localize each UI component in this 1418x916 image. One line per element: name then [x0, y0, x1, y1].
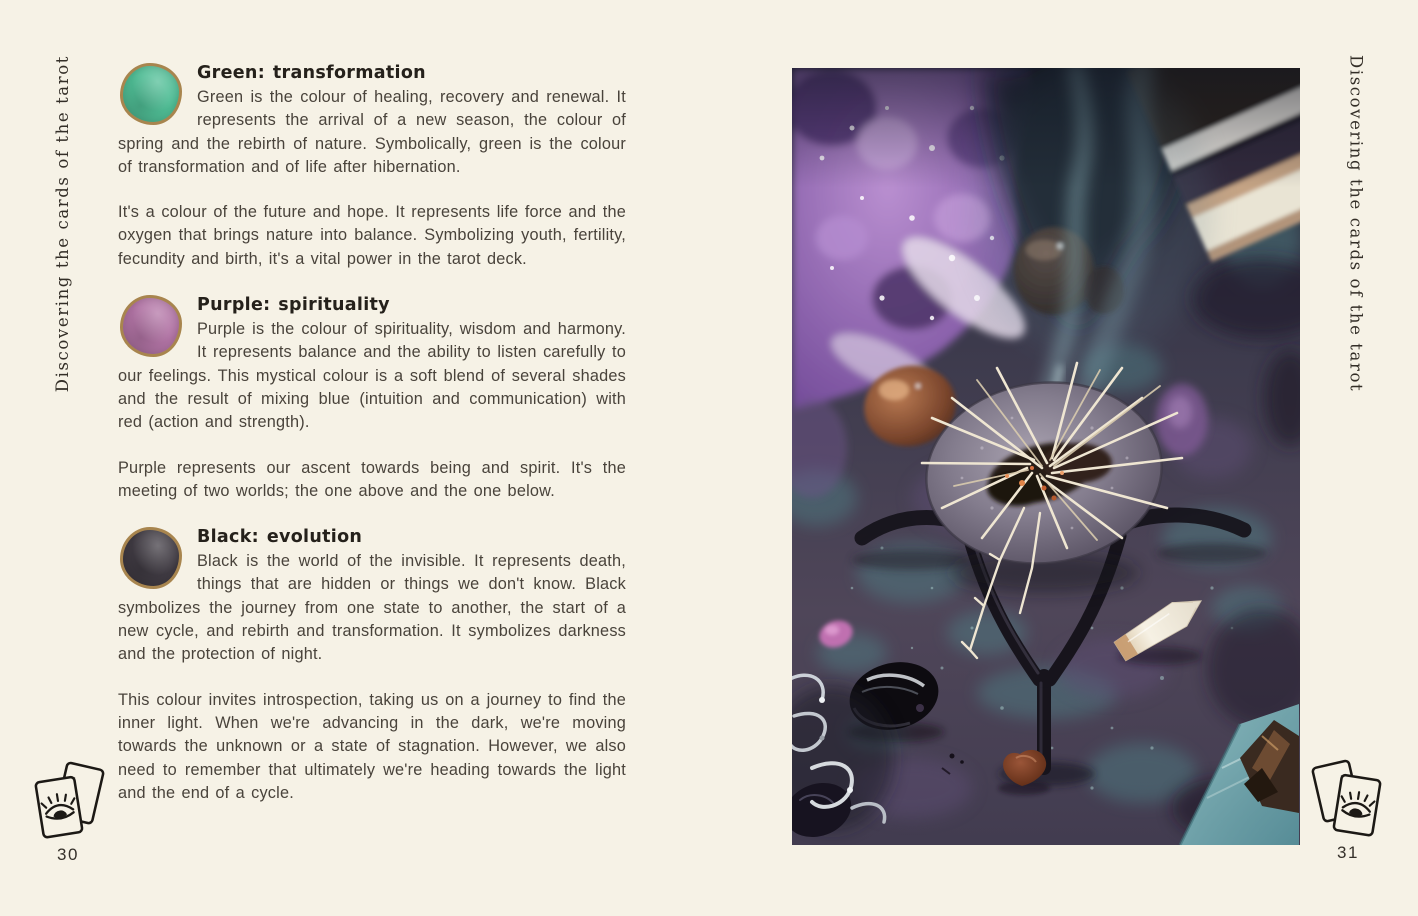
black-swatch [120, 527, 182, 589]
right-running-head [1341, 55, 1371, 393]
section-green [118, 62, 626, 271]
right-running-head-text: Discovering the cards of the tarot [1346, 55, 1366, 393]
green-heading: Green: transformation [197, 63, 426, 83]
tarot-cards-eye-icon [1309, 756, 1387, 840]
spread-photo [792, 68, 1300, 845]
section-black [118, 526, 626, 805]
left-page-number: 30 [57, 845, 79, 864]
purple-paragraph-1: Purple is the colour of spirituality, wisdom and harmony. It represents balance and the ability to listen carefully to our feelings. This mystical colour is a soft blend of several shades and the result of mixing blue (intuition and communication) with red (action and strength). [118, 320, 626, 432]
purple-heading: Purple: spirituality [197, 295, 390, 316]
left-running-head-text: Discovering the cards of the tarot [52, 55, 72, 393]
black-heading: Black: evolution [197, 527, 363, 548]
green-swatch [120, 63, 182, 125]
purple-swatch [120, 295, 182, 357]
purple-swatch-wrap [120, 295, 184, 359]
black-paragraph-2: This colour invites introspection, taking us on a journey to find the inner light. When we're advancing in the dark, we're moving towards the unknown or a state of stagnation. However, we also need to remember that ultimately we're heading towards the light and the end of a cycle. [118, 690, 626, 802]
green-paragraph-2: It's a colour of the future and hope. It represents life force and the oxygen that brings nature into balance. Symbolizing youth, fertility, fecundity and birth, it's a vital power in the tarot deck. [118, 203, 626, 268]
right-page-number: 31 [1337, 843, 1359, 862]
left-page-content [118, 62, 626, 828]
left-folio-block [26, 758, 110, 865]
right-folio-block [1306, 756, 1390, 863]
tarot-cards-eye-icon [29, 758, 107, 842]
green-paragraph-1: Green is the colour of healing, recovery and renewal. It represents the arrival of a new season, the colour of spring and the rebirth of nature. Symbolically, green is the colour of transformation and of life after hibernation. [118, 88, 626, 176]
purple-paragraph-2: Purple represents our ascent towards being and spirit. It's the meeting of two worlds; the one above and the one below. [118, 458, 626, 500]
photo-illustration [792, 68, 1300, 845]
black-paragraph-1: Black is the world of the invisible. It represents death, things that are hidden or things we don't know. Black symbolizes the journey from one state to another, the start of a new cycle, and rebirth and transformation. It symbolizes darkness and the protection of night. [118, 552, 626, 664]
green-swatch-wrap [120, 63, 184, 127]
left-running-head [47, 55, 77, 393]
section-purple [118, 294, 626, 503]
black-swatch-wrap [120, 527, 184, 591]
top-vignette [792, 68, 1300, 188]
